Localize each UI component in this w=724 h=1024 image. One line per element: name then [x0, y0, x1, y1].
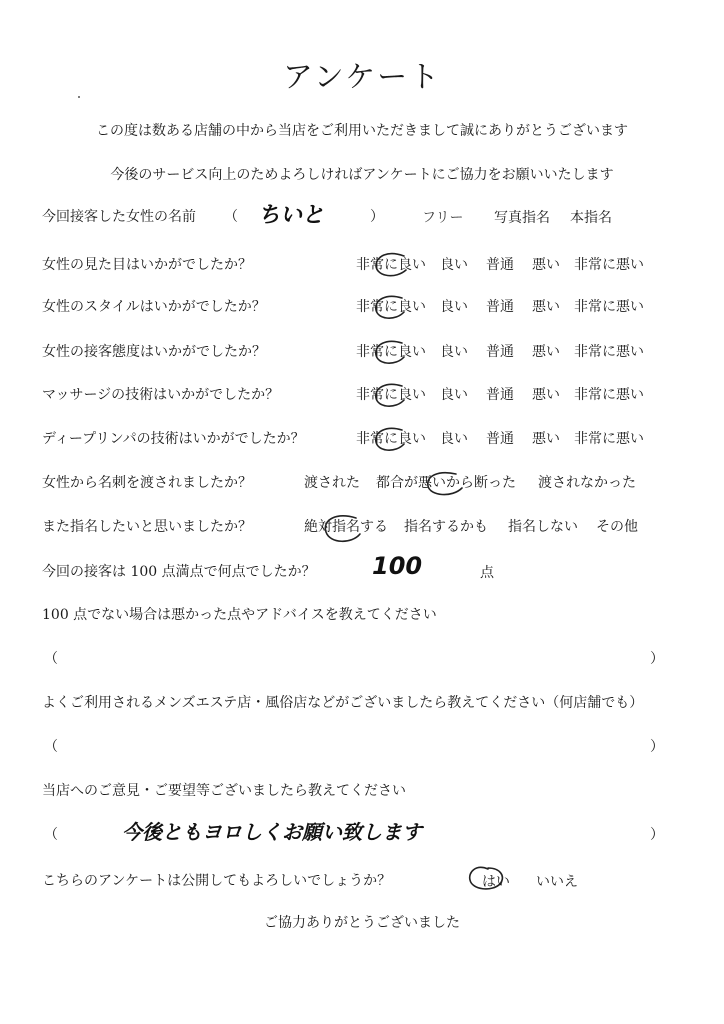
opinion-answer[interactable]: 今後ともヨロしくお願い致します — [122, 820, 422, 844]
circle-style — [376, 296, 404, 318]
lymph-option-very-bad[interactable]: 非常に悪い — [574, 431, 644, 447]
appearance-option-very-good[interactable]: 非常に良い — [356, 257, 426, 273]
style-option-very-good[interactable]: 非常に良い — [356, 299, 426, 315]
circle-attitude — [376, 341, 404, 363]
attitude-option-very-bad[interactable]: 非常に悪い — [574, 344, 644, 360]
advice-close-paren: ） — [650, 651, 664, 667]
style-option-good[interactable]: 良い — [440, 299, 468, 315]
question-publish: こちらのアンケートは公開してもよろしいでしょうか？ — [42, 873, 392, 889]
lymph-option-average[interactable]: 普通 — [486, 431, 514, 447]
question-style: 女性のスタイルはいかがでしたか？ — [42, 299, 266, 315]
question-appearance: 女性の見た目はいかがでしたか？ — [42, 257, 252, 273]
attitude-option-bad[interactable]: 悪い — [532, 344, 560, 360]
page-title: アンケート — [282, 60, 442, 95]
circle-renominate — [325, 516, 360, 541]
style-option-very-bad[interactable]: 非常に悪い — [574, 299, 644, 315]
attitude-option-very-good[interactable]: 非常に良い — [356, 344, 426, 360]
lymph-option-very-good[interactable]: 非常に良い — [356, 431, 426, 447]
attitude-option-average[interactable]: 普通 — [486, 344, 514, 360]
massage-option-good[interactable]: 良い — [440, 387, 468, 403]
circle-appearance — [376, 254, 406, 276]
lymph-option-bad[interactable]: 悪い — [532, 431, 560, 447]
lymph-option-good[interactable]: 良い — [440, 431, 468, 447]
option-main-nomination[interactable]: 本指名 — [570, 210, 612, 226]
appearance-option-bad[interactable]: 悪い — [532, 257, 560, 273]
shops-close-paren: ） — [650, 739, 664, 755]
style-option-average[interactable]: 普通 — [486, 299, 514, 315]
question-lymph: ディープリンパの技術はいかがでしたか？ — [42, 431, 305, 447]
card-option-received[interactable]: 渡された — [304, 475, 360, 491]
question-renominate: また指名したいと思いましたか？ — [42, 519, 252, 535]
intro-line-1: この度は数ある店舗の中から当店をご利用いただきまして誠にありがとうございます — [96, 123, 628, 139]
renominate-option-definitely[interactable]: 絶対指名する — [304, 519, 388, 535]
card-option-not-received[interactable]: 渡されなかった — [538, 475, 636, 491]
name-question-label: 今回接客した女性の名前 — [42, 209, 196, 225]
opinion-close-paren: ） — [650, 827, 664, 843]
question-opinion: 当店へのご意見・ご要望等ございましたら教えてください — [42, 783, 406, 799]
appearance-option-average[interactable]: 普通 — [486, 257, 514, 273]
massage-option-very-bad[interactable]: 非常に悪い — [574, 387, 644, 403]
massage-option-very-good[interactable]: 非常に良い — [356, 387, 426, 403]
massage-option-bad[interactable]: 悪い — [532, 387, 560, 403]
circle-publish — [470, 867, 503, 888]
circle-lymph — [376, 428, 404, 450]
name-close-paren: ） — [370, 209, 384, 225]
renominate-option-other[interactable]: その他 — [596, 519, 638, 535]
question-other-shops: よくご利用されるメンズエステ店・風俗店などがございましたら教えてください（何店舗でも） — [42, 695, 644, 711]
question-score: 今回の接客は 100 点満点で何点でしたか？ — [42, 564, 316, 580]
option-photo-nomination[interactable]: 写真指名 — [494, 210, 550, 226]
massage-option-average[interactable]: 普通 — [486, 387, 514, 403]
shops-open-paren: （ — [44, 739, 58, 755]
score-answer[interactable]: 100 — [372, 552, 423, 580]
score-unit: 点 — [480, 565, 494, 581]
name-open-paren: （ — [224, 209, 238, 225]
publish-option-yes[interactable]: はい — [482, 874, 510, 890]
circle-massage — [376, 384, 404, 406]
question-advice: 100 点でない場合は悪かった点やアドバイスを教えてください — [42, 607, 437, 623]
question-massage: マッサージの技術はいかがでしたか？ — [42, 387, 280, 403]
card-option-declined[interactable]: 都合が悪いから断った — [376, 475, 516, 491]
advice-open-paren: （ — [44, 651, 58, 667]
intro-line-2: 今後のサービス向上のためよろしければアンケートにご協力をお願いいたします — [110, 167, 614, 183]
style-option-bad[interactable]: 悪い — [532, 299, 560, 315]
publish-option-no[interactable]: いいえ — [536, 874, 578, 890]
attitude-option-good[interactable]: 良い — [440, 344, 468, 360]
closing-text: ご協力ありがとうございました — [264, 915, 460, 931]
written-name[interactable]: ちいと — [258, 203, 325, 228]
opinion-open-paren: （ — [44, 827, 58, 843]
renominate-option-no[interactable]: 指名しない — [508, 519, 578, 535]
question-business-card: 女性から名刺を渡されましたか？ — [42, 475, 252, 491]
question-attitude: 女性の接客態度はいかがでしたか？ — [42, 344, 266, 360]
option-free[interactable]: フリー — [422, 210, 464, 226]
circle-card — [428, 473, 462, 495]
renominate-option-maybe[interactable]: 指名するかも — [404, 519, 488, 535]
appearance-option-good[interactable]: 良い — [440, 257, 468, 273]
appearance-option-very-bad[interactable]: 非常に悪い — [574, 257, 644, 273]
